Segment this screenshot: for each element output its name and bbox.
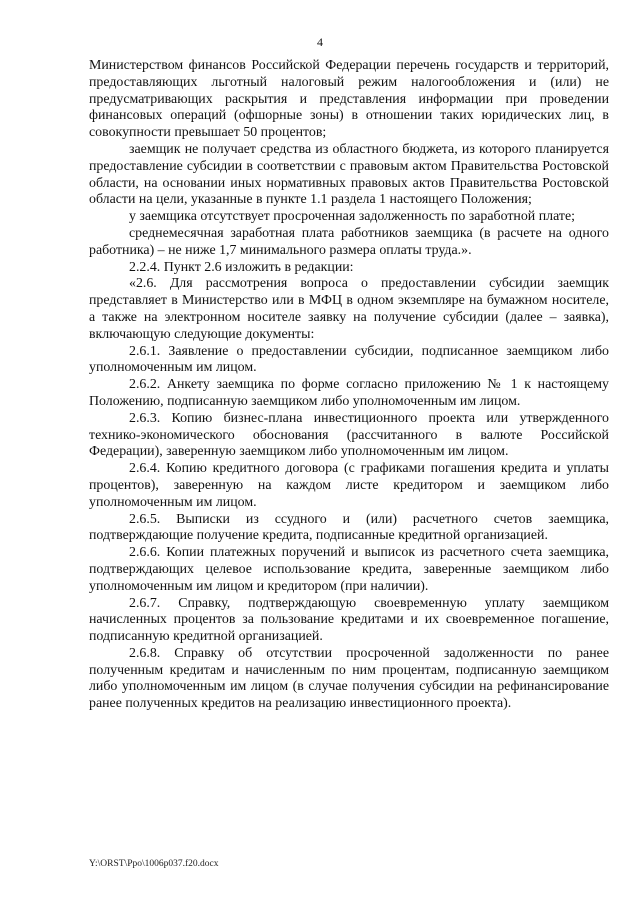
paragraph: 2.6.5. Выписки из ссудного и (или) расчетного счетов заемщика, подтверждающие получение кредита, подписанные кредитной организацией. — [89, 511, 609, 544]
paragraph: 2.6.8. Справку об отсутствии просроченной задолженности по ранее полученным кредитам и начисленным по ним процентам, подписанную заемщиком либо уполномоченным им лицом (в случае получения субсидии на рефинансирование ранее полученных кредитов на реализацию инвестиционного проекта). — [89, 645, 609, 712]
paragraph: «2.6. Для рассмотрения вопроса о предоставлении субсидии заемщик представляет в Министерство или в МФЦ в одном экземпляре на бумажном носителе, а также на электронном носителе заявку на получение субсидии (далее – заявка), включающую следующие документы: — [89, 276, 609, 342]
paragraph: 2.6.3. Копию бизнес-плана инвестиционного проекта или утвержденного технико-экономического обоснования (рассчитанного в валюте Российской Федерации), заверенную заемщиком либо уполномоченным им лицом. — [89, 410, 609, 460]
paragraph: 2.6.1. Заявление о предоставлении субсидии, подписанное заемщиком либо уполномоченным им лицом. — [89, 343, 609, 376]
paragraph: 2.6.2. Анкету заемщика по форме согласно приложению № 1 к настоящему Положению, подписанную заемщиком либо уполномоченным им лицом. — [89, 377, 609, 409]
document-body — [89, 58, 609, 713]
footer-file-path: Y:\ORST\Ppo\1006p037.f20.docx — [89, 859, 219, 869]
paragraph: Министерством финансов Российской Федерации перечень государств и территорий, предоставляющих льготный налоговый режим налогообложения и (или) не предусматривающих раскрытия и представления информации при проведении финансовых операций (офшорные зоны) в отношении таких юридических лиц, в совокупности превышает 50 процентов; — [89, 58, 609, 141]
paragraph: 2.2.4. Пункт 2.6 изложить в редакции: — [129, 259, 354, 275]
paragraph: 2.6.6. Копии платежных поручений и выписок из расчетного счета заемщика, подтверждающих целевое использование кредита, заверенные заемщиком либо уполномоченным им лицом и кредитором (при наличии). — [89, 545, 609, 594]
paragraph: заемщик не получает средства из областного бюджета, из которого планируется предоставление субсидии в соответствии с правовым актом Правительства Ростовской области, на основании иных нормативных правовых актов Правительства Ростовской области на цели, указанные в пункте 1.1 раздела 1 настоящего Положения; — [89, 141, 609, 208]
page-number: 4 — [317, 35, 323, 49]
paragraph: 2.6.4. Копию кредитного договора (с графиками погашения кредита и уплаты процентов), заверенную на каждом листе кредитором и заемщиком либо уполномоченным им лицом. — [89, 461, 609, 510]
paragraph: у заемщика отсутствует просроченная задолженность по заработной плате; — [129, 209, 575, 225]
paragraph: 2.6.7. Справку, подтверждающую своевременную уплату заемщиком начисленных процентов за пользование кредитами и их своевременное погашение, подписанную кредитной организацией. — [89, 595, 609, 645]
paragraph: среднемесячная заработная плата работников заемщика (в расчете на одного работника) – не ниже 1,7 минимального размера оплаты труда.». — [89, 225, 609, 258]
